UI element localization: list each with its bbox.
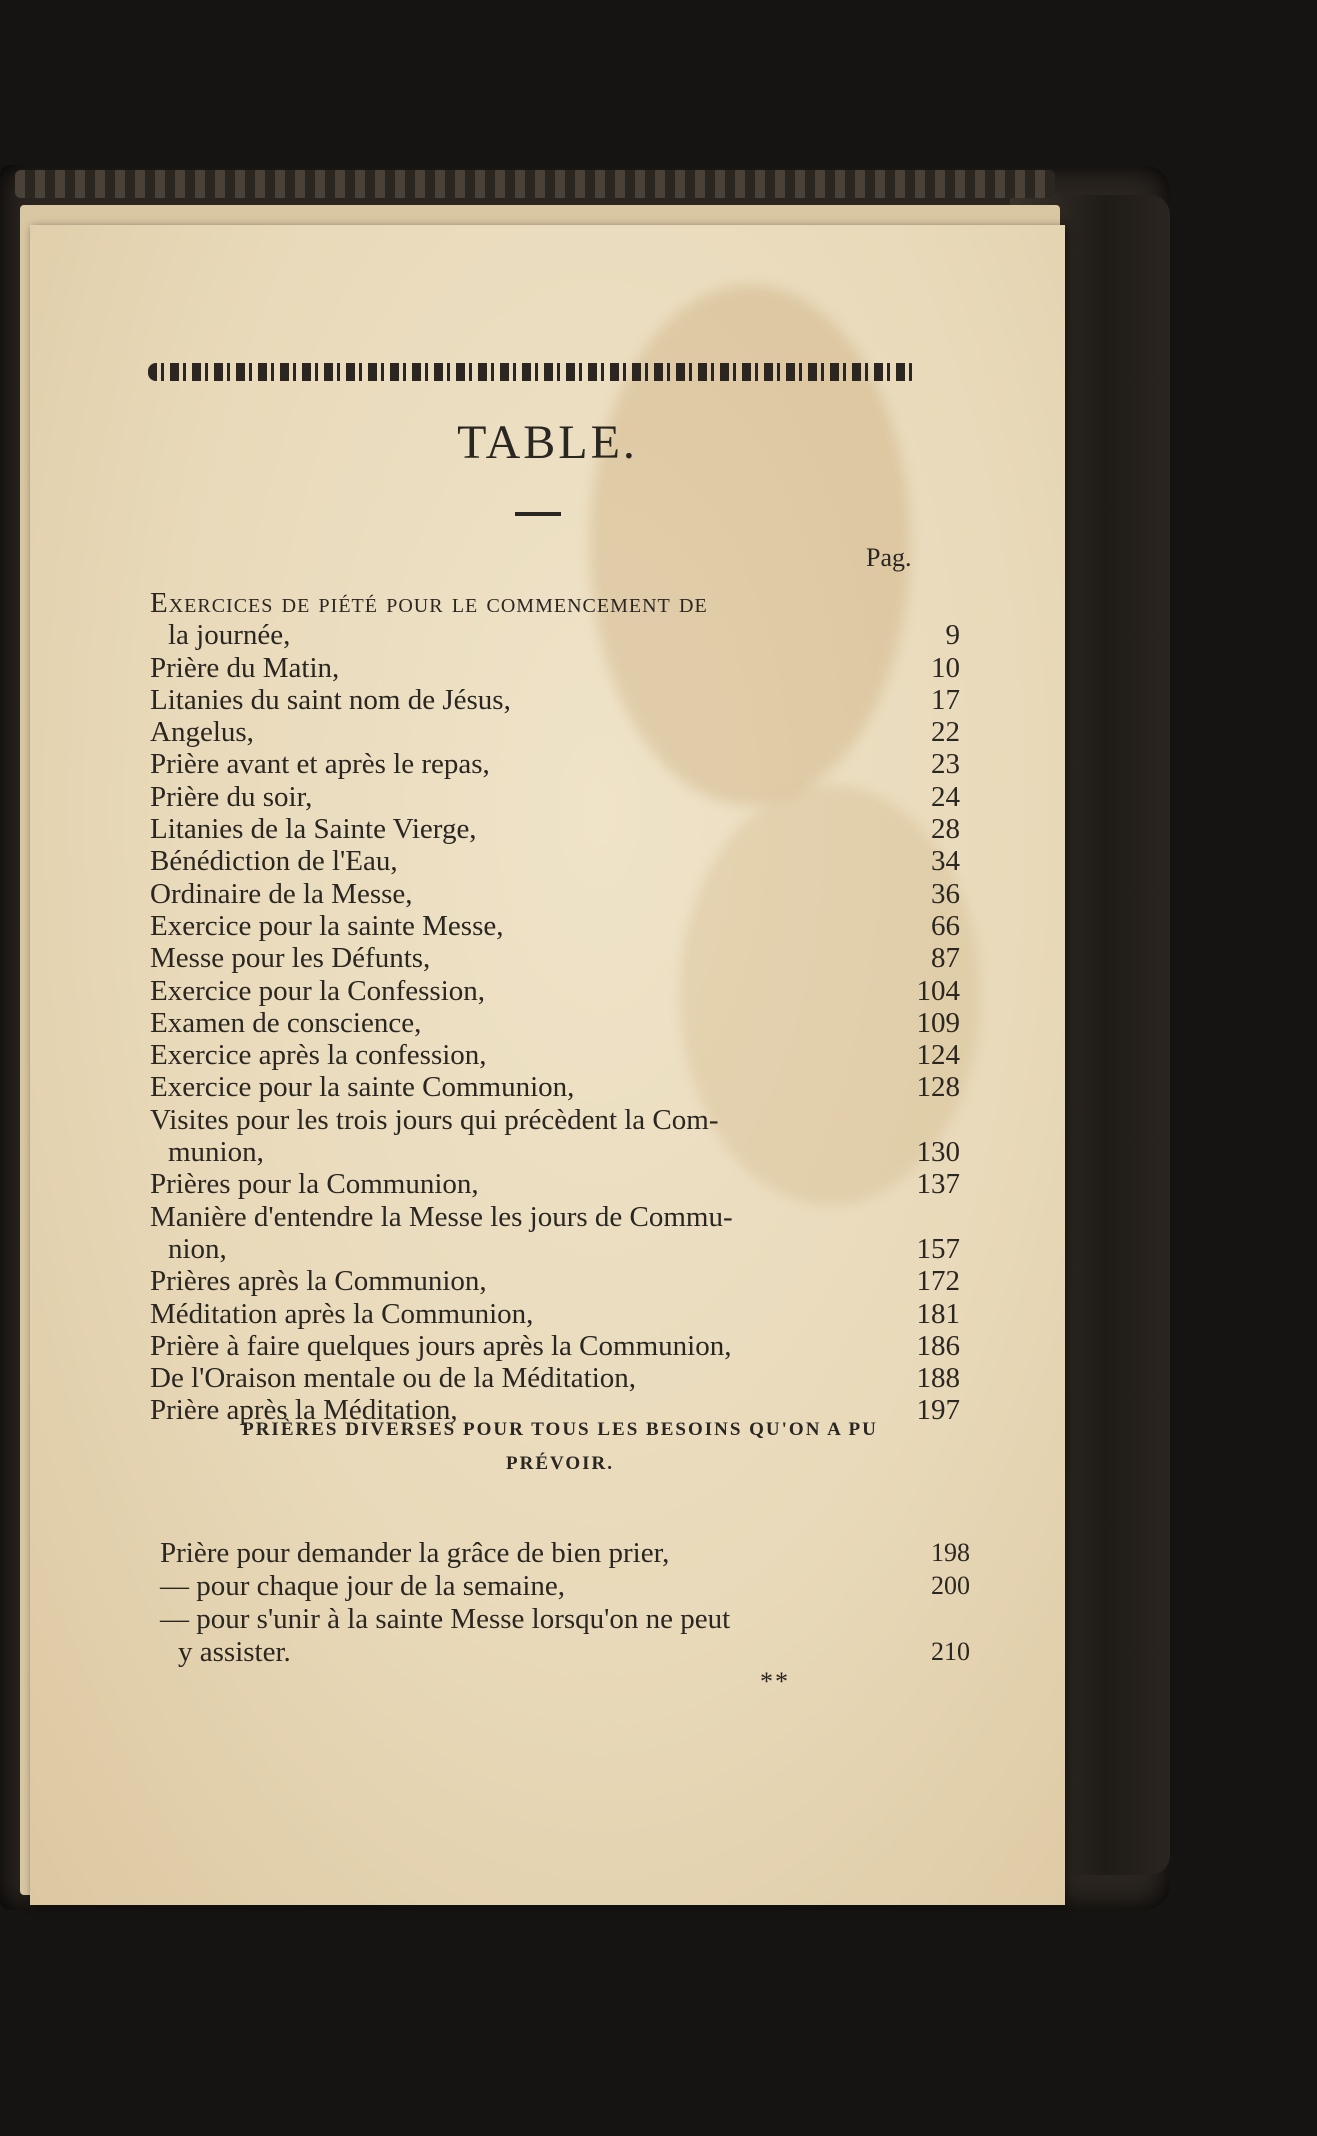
toc-entry-page: 10 <box>931 651 960 684</box>
section-heading-line: PRÉVOIR. <box>506 1453 614 1474</box>
toc-entry <box>150 748 960 781</box>
toc-entry-page: 200 <box>931 1571 970 1600</box>
toc-entry-title: Méditation après la Communion, <box>150 1297 534 1330</box>
toc-entry-title: Prière du Matin, <box>150 651 340 684</box>
toc-entry-title: Ordinaire de la Messe, <box>150 877 413 910</box>
toc-entry-page: 210 <box>931 1637 970 1666</box>
toc-entry <box>150 780 960 813</box>
toc-entry-page: 17 <box>931 683 960 716</box>
ornamental-border <box>148 363 918 381</box>
toc-entry-page: 181 <box>916 1297 960 1330</box>
toc-entry-page: 128 <box>916 1071 960 1104</box>
toc-entry-page: 186 <box>916 1329 960 1362</box>
toc-entry <box>150 1201 950 1233</box>
book-page <box>30 225 1065 1905</box>
section-heading <box>150 1413 970 1481</box>
toc-entry <box>150 1329 960 1362</box>
toc-entry <box>150 716 960 749</box>
toc-entry-title: Manière d'entendre la Messe les jours de Commu- <box>150 1200 733 1233</box>
toc-entry-title: Prière pour demander la grâce de bien prier, <box>160 1537 670 1569</box>
toc-entry-title: Prière du soir, <box>150 780 313 813</box>
toc-entry-title: Prière à faire quelques jours après la Communion, <box>150 1329 732 1362</box>
toc-entry <box>160 1603 960 1636</box>
toc-entry <box>150 683 960 716</box>
toc-entry-title: Exercice après la confession, <box>150 1039 487 1072</box>
toc-entry-title: Angelus, <box>150 716 254 749</box>
book-top-binding <box>15 170 1055 198</box>
toc-entry <box>160 1570 970 1603</box>
toc-entry-title: Prière avant et après le repas, <box>150 748 490 781</box>
signature-mark: ** <box>760 1667 790 1696</box>
toc-entry <box>150 1297 960 1330</box>
toc-entry-title: nion, <box>168 1232 227 1265</box>
toc-entry-title: Litanies de la Sainte Vierge, <box>150 813 477 846</box>
toc-entry-title: Prières après la Communion, <box>150 1265 487 1298</box>
toc-entry-page: 124 <box>916 1039 960 1072</box>
toc-entry-page: 109 <box>916 1006 960 1039</box>
toc-entry-page: 157 <box>916 1232 960 1265</box>
toc-entry-title: Bénédiction de l'Eau, <box>150 845 398 878</box>
toc-entry-page: 9 <box>945 619 960 652</box>
toc-entry-title: Visites pour les trois jours qui précèdent la Com- <box>150 1103 719 1136</box>
toc-entry <box>150 651 960 684</box>
toc-entry-page: 197 <box>916 1394 960 1427</box>
toc-entry-title: Prières pour la Communion, <box>150 1168 479 1201</box>
toc-entry <box>150 1232 960 1265</box>
toc-entry-page: 87 <box>931 942 960 975</box>
toc-entry-title: Prière après la Méditation, <box>150 1394 458 1427</box>
title-rule <box>515 512 561 516</box>
toc-entry-page: 104 <box>916 974 960 1007</box>
toc-entry <box>150 1362 960 1395</box>
toc-entry-title: Exercice pour la sainte Communion, <box>150 1071 575 1104</box>
toc-entry <box>150 1136 960 1169</box>
toc-entry <box>150 1265 960 1298</box>
table-of-contents <box>150 587 960 1427</box>
toc-entry-title: Exercices de piété pour le commencement de <box>150 587 708 619</box>
table-of-contents-continued <box>160 1537 970 1669</box>
toc-entry-page: 36 <box>931 877 960 910</box>
toc-entry <box>150 1168 960 1201</box>
toc-entry-page: 28 <box>931 813 960 846</box>
toc-entry-page: 23 <box>931 748 960 781</box>
toc-entry-title: — pour chaque jour de la semaine, <box>160 1570 566 1602</box>
toc-entry <box>160 1537 970 1570</box>
toc-entry-page: 24 <box>931 780 960 813</box>
toc-entry <box>150 877 960 910</box>
section-heading-line: PRIÈRES DIVERSES POUR TOUS LES BESOINS QU'ON A PU <box>242 1419 878 1440</box>
toc-entry-title: Messe pour les Défunts, <box>150 942 431 975</box>
toc-entry-page: 22 <box>931 716 960 749</box>
toc-entry-page: 198 <box>931 1538 970 1567</box>
toc-entry-page: 137 <box>916 1168 960 1201</box>
toc-entry <box>150 845 960 878</box>
toc-entry-page: 188 <box>916 1362 960 1395</box>
toc-entry-title: Examen de conscience, <box>150 1006 422 1039</box>
toc-entry <box>150 974 960 1007</box>
toc-entry-page: 66 <box>931 909 960 942</box>
toc-entry-page: 172 <box>916 1265 960 1298</box>
page-title: TABLE. <box>457 416 638 469</box>
toc-entry-title: Exercice pour la Confession, <box>150 974 486 1007</box>
toc-entry-title: — pour s'unir à la sainte Messe lorsqu'on ne peut <box>160 1603 731 1635</box>
toc-entry-page: 130 <box>916 1136 960 1169</box>
toc-entry <box>150 1071 960 1104</box>
toc-entry-title: y assister. <box>178 1636 291 1668</box>
toc-entry <box>160 1636 970 1669</box>
toc-entry-title: Litanies du saint nom de Jésus, <box>150 683 511 716</box>
toc-entry-title: la journée, <box>168 619 291 652</box>
toc-entry <box>150 813 960 846</box>
page-column-label: Pag. <box>866 543 912 572</box>
toc-entry <box>150 587 950 619</box>
toc-entry <box>150 942 960 975</box>
toc-entry <box>150 1104 950 1136</box>
toc-entry <box>150 1039 960 1072</box>
toc-entry <box>150 619 960 652</box>
toc-entry-title: Exercice pour la sainte Messe, <box>150 909 504 942</box>
toc-entry <box>150 909 960 942</box>
toc-entry <box>150 1006 960 1039</box>
toc-entry-title: munion, <box>168 1136 264 1169</box>
toc-entry-page: 34 <box>931 845 960 878</box>
toc-entry-title: De l'Oraison mentale ou de la Méditation, <box>150 1362 637 1395</box>
